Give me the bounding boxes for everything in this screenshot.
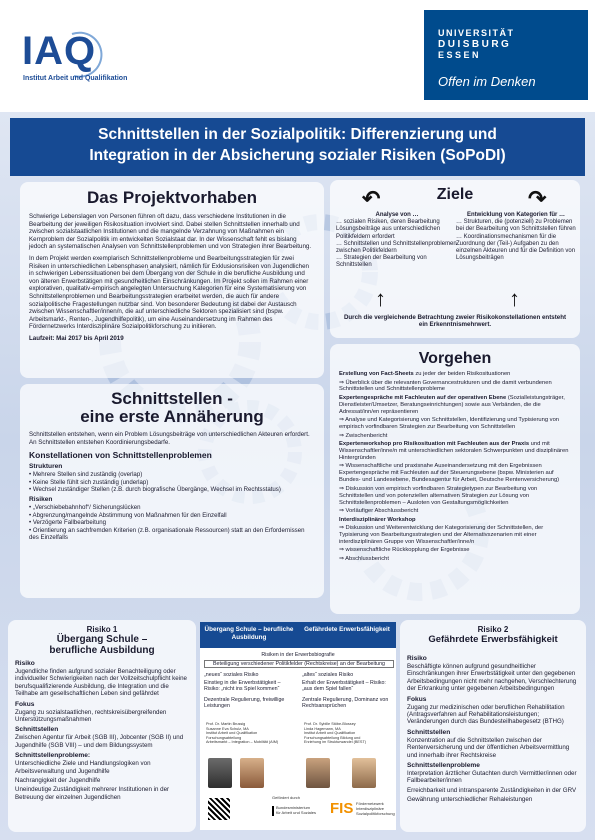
vorgehen-result: ⇒ Zwischenbericht <box>339 432 388 439</box>
arrow-up-right-icon: ↑ <box>509 286 520 311</box>
double-arrow-icon: ⇒ <box>339 485 346 492</box>
risiko2-fokus-text: Zugang zur medizinischen oder beruflichen Rehabilitation (Antragsverfahren auf Rehabilitationsleistungen; Veränderungen durch das Bundesteilhabegesetz (BTHG) <box>407 703 565 726</box>
risiko1-fokus-text: Zugang zu sozialstaatlichen, rechtskreisübergreifenden Unterstützungsmaßnahmen <box>15 708 167 724</box>
projekt-laufzeit: Laufzeit: Mai 2017 bis April 2019 <box>29 334 124 342</box>
fis-subtitle: Fördernetzwerk Interdisziplinäre Sozialpolitikforschung <box>356 801 395 816</box>
risiko2-schnitt-text: Konzentration auf die Schnittstellen zwischen der Rentenversicherung und der öffentlichen Arbeitsvermittlung und innerhalb ihrer Rechtskreise <box>407 736 570 759</box>
ziele-right-item: … Koordinationsmechanismen für die Zuordnung der (Teil-) Aufgaben zu den einzelnen Akteuren und für die Definition von Lösungsbeiträgen <box>456 233 576 262</box>
ziele-left-item: … sozialen Risiken, deren Bearbeitung Lösungsbeiträge aus unterschiedlichen Politikfeldern erfordert <box>336 219 441 240</box>
risiko1-heading1: Übergang Schule – <box>56 634 148 645</box>
risiko2-label: Risiko 2 <box>477 625 509 634</box>
strukturen-item: • Mehrere Stellen sind zuständig (overlap) <box>29 471 143 479</box>
header <box>0 0 595 112</box>
ziele-right <box>456 212 576 262</box>
risiko2-prob-item: Erreichbarkeit und intransparente Zuständigkeiten in der GRV <box>407 786 577 794</box>
ziele-heading: Ziele <box>436 186 474 203</box>
comparison-row1: Risiken in der Erwerbsbiografie <box>261 652 335 658</box>
projekt-heading: Das Projektvorhaben <box>86 188 258 207</box>
title-line1: Schnittstellen in der Sozialpolitik: Differenzierung und <box>98 126 497 143</box>
double-arrow-icon: ⇒ <box>339 463 346 470</box>
risiko1-prob-item: Nachrangigkeit der Jugendhilfe <box>15 777 101 785</box>
iaq-logo-text: IAQ <box>22 29 97 73</box>
comparison-header <box>200 622 396 648</box>
risiken-heading: Risiken <box>29 496 53 504</box>
vorgehen-heading: Vorgehen <box>418 350 492 367</box>
portrait-2 <box>240 758 264 788</box>
risiko2-schnitt-head: Schnittstellen <box>407 728 451 736</box>
risiko2-prob-head: Schnittstellenprobleme <box>407 762 480 770</box>
projekt-para2: In dem Projekt werden exemplarisch Schnittstellenprobleme und Bearbeitungsstrategien für zwei Risiken in unterschiedlichen Lebensphasen analysiert, nämlich für Exklusionsrisiken von Jugendlichen in schwierigen Lebenssituationen bei dem Übergang von der Schule in die berufliche Ausbildung und von älteren Erwerbstätigen mit gesundheitlichen Einschränkungen. Im Projekt sollen im Rahmen einer explorativen, qualitativ-empirisch angelegten Untersuchung Kategorien für eine Systematisierung von Schnittstellenproblemen und Bearbeitungsstrategien erarbeitet werden, die auch für andere sozialpolitische Fragestellungen nutzbar sind. Von besonderer Bedeutung ist dabei der Austausch zwischen Wissenschaftler/innen/n, die auf unterschiedliche Sektoren spezialisiert sind (bspw. Arbeitsmarkt-, Renten-, Jugendhilfepolitik), um eine Auseinandersetzung im Rahmen des Fördernetzwerks Interdisziplinäre Sozialpolitikforschung zu initiieren. <box>29 254 309 331</box>
comparison-row2: Beteiligung verschiedener Politikfelder (Rechtskreise) an der Bearbeitung <box>204 660 394 668</box>
risiken-item: • Verzögerte Fallbearbeitung <box>29 519 107 527</box>
vorgehen-result: ⇒ Vorläufiger Abschlussbericht <box>339 508 419 515</box>
double-arrow-icon: ⇒ <box>339 555 346 562</box>
prof2-credit: Prof. Dr. Sybille Stöbe-Blossey Linda Hagemann, MA Institut Arbeit und Qualifikation Forschungsabteilung Bildung und Erziehung im Strukturwandel (BEST) <box>304 722 367 745</box>
risiko1-prob-item: Uneindeutige Zuständigkeit mehrerer Institutionen in der Betreuung der einzelnen Jugendlichen <box>15 786 170 801</box>
strukturen-item: • Keine Stelle fühlt sich zuständig (underlap) <box>29 478 149 486</box>
comparison-a3: Dezentrale Regulierung, freiwillige Leistungen <box>204 697 285 710</box>
konst-heading: Konstellationen von Schnittstellenproblemen <box>29 450 212 461</box>
title-line2: Integration in der Absicherung sozialer Risiken (SoPoDI) <box>89 147 506 164</box>
ziele-left-item: … Schnittstellen und Schnittstellenproblemen zwischen Politikfeldern <box>336 240 457 255</box>
strukturen-item: • Wechsel zuständiger Stellen (z.B. durch biografische Übergänge, Wechsel im Rechtsstatus) <box>29 486 281 493</box>
comparison-b1: „altes“ soziales Risiko <box>302 672 354 678</box>
prof1-credit: Prof. Dr. Martin Brussig Susanne Eva Schulz, MA Institut Arbeit und Qualifikation Forschungsabteilung Arbeitsmarkt – Integration – Mobilität (AIM) <box>206 722 279 745</box>
risiko1-prob-head: Schnittstellenprobleme: <box>15 752 91 760</box>
double-arrow-icon: ⇒ <box>339 508 346 515</box>
gefoerdert-label: Gefördert durch <box>272 795 301 800</box>
vorgehen-step: Expertengespräche mit Fachleuten auf der operativen Ebene (Sozialleistungsträger, Dienstleister/Umsetzer, Beratungseinrichtungen) sowie aus Verbänden, die die Adressat/inn/en repräsentieren <box>339 394 565 415</box>
risiko2-risiko-text: Beschäftigte können aufgrund gesundheitlicher Einschränkungen ihrer Erwerbstätigkeit unter den gegebenen Arbeitsbedingungen nicht mehr nachgehen, Verschlechterung der Erkrankung unter gegebenen Arbeitsbedingungen <box>407 663 577 693</box>
qr-code-icon <box>208 798 230 820</box>
arrow-up-left-icon: ↑ <box>375 286 386 311</box>
ude-line1: UNIVERSITÄT <box>438 28 515 38</box>
curved-arrow-right-icon: ↷ <box>528 186 547 211</box>
risiko2-prob-item: Interpretation ärztlicher Gutachten durch Vermittler/innen oder Fallbearbeiter/innen <box>407 770 577 785</box>
vorgehen-panel <box>330 344 580 614</box>
vorgehen-result: ⇒ Überblick über die relevanten Governancestrukturen und die damit verbundenen Schnittstellen und Schnittstellenprobleme <box>339 379 552 393</box>
schnitt-heading2: eine erste Annäherung <box>80 407 264 426</box>
fis-logo: FIS <box>330 800 354 817</box>
ziele-right-item: … Strukturen, die (potenziell) zu Problemen bei der Bearbeitung von Schnittstellen führen <box>456 219 576 233</box>
vorgehen-list <box>339 371 571 563</box>
comparison-b2: Erhalt der Erwerbstätigkeit – Risiko: „aus dem Spiel fallen“ <box>302 680 386 693</box>
risiko1-heading2: berufliche Ausbildung <box>49 645 155 656</box>
risiken-item: • Orientierung an sachfremden Kriterien (z.B. organisationale Ressourcen) statt an den Erfordernissen des Einzelfalls <box>29 526 305 542</box>
double-arrow-icon: ⇒ <box>339 417 346 424</box>
ziele-left-item: … Strategien der Bearbeitung von Schnittstellen <box>336 255 427 269</box>
ziele-left <box>336 212 458 270</box>
risiken-item: • „Verschiebebahnhof“/ Sicherungslücken <box>29 504 141 512</box>
vorgehen-step: Interdisziplinärer Workshop <box>339 516 416 523</box>
risiko2-risiko-head: Risiko <box>407 655 427 662</box>
vorgehen-step: Erstellung von Fact-Sheets zu jeder der beiden Risikosituationen <box>339 371 511 377</box>
risiko1-schnitt-text: Zwischen Agentur für Arbeit (SGB III), Jobcenter (SGB II) und Jugendhilfe (SGB VIII) – und dem Bildungssystem <box>15 734 184 749</box>
risiko1-schnitt-head: Schnittstellen <box>15 726 59 734</box>
ziele-right-head: Entwicklung von Kategorien für … <box>466 212 565 218</box>
risiko1-panel <box>8 620 196 832</box>
risiken-item: • Abgrenzung/mangelnde Abstimmung von Maßnahmen für den Einzelfall <box>29 511 227 519</box>
risiko2-prob-item: Gewährung unterschiedlicher Rehaleistungen <box>407 796 533 804</box>
projekt-para1: Schwierige Lebenslagen von Personen führen oft dazu, dass verschiedene Institutionen in die Bearbeitung der jeweiligen Risikosituation involviert sind. Dabei stellen Schnittstellen innerhalb und zwischen sozialstaatlichen Institutionen und die mangelnde Verzahnung von Maßnahmen ein Kernproblem der Sozialpolitik im entwickelten Sozialstaat dar. In der Wissenschaft fehlt es bislang jedoch an systematischen Analysen von Schnittstellenproblemen und von Strategien ihrer Bearbeitung. <box>29 213 312 251</box>
comparison-a2: Einstieg in die Erwerbstätigkeit – Risiko: „nicht ins Spiel kommen“ <box>204 680 281 693</box>
risiko2-fokus-head: Fokus <box>407 695 427 703</box>
ziele-conclusion: Durch die vergleichende Betrachtung zweier Risikokonstellationen entsteht ein Erkenntnismehrwert. <box>343 314 567 329</box>
risiko2-heading: Gefährdete Erwerbsfähigkeit <box>428 634 558 645</box>
vorgehen-result: ⇒ Diskussion und Weiterentwicklung der Kategorisierung der Schnittstellen, der Typisierung von Bearbeitungsstrategien und der Alternativszenarien mit einer interdisziplinären Gruppe von Wissenschaftler/inne/n <box>339 525 544 545</box>
risiko1-prob-item: Unterschiedliche Ziele und Handlungslogiken von Arbeitsverwaltung und Jugendhilfe <box>15 760 151 775</box>
projekt-panel <box>20 182 324 378</box>
comparison-col2: Gefährdete Erwerbsfähigkeit <box>304 626 390 633</box>
comparison-b3: Zentrale Regulierung, Dominanz von Rechtsansprüchen <box>302 697 389 710</box>
risiko1-label: Risiko 1 <box>86 625 118 634</box>
comparison-col1: Übergang Schule – berufliche Ausbildung <box>204 626 294 641</box>
portrait-3 <box>306 758 330 788</box>
vorgehen-result: ⇒ Analyse und Kategorisierung von Schnittstellen, Identifizierung und Typisierung von empirisch vorfindbaren Strategien zur Bearbeitung von Schnittstellen <box>339 417 560 431</box>
curved-arrow-left-icon: ↶ <box>362 186 381 211</box>
double-arrow-icon: ⇒ <box>339 547 346 554</box>
comparison-table <box>200 622 396 830</box>
bmas-logo: Bundesministerium für Arbeit und Soziales <box>272 806 326 816</box>
ziele-left-head: Analyse von … <box>375 212 419 218</box>
ude-line2: DUISBURG <box>438 39 512 50</box>
risiko1-risiko-text: Jugendliche finden aufgrund sozialer Benachteiligung oder individueller Schwierigkeiten nach der Vollzeitschulpflicht keine berufsqualifizierende Ausbildung, die Integration und die Teilhabe am gesellschaftlichen Leben sind gefährdet <box>15 668 187 698</box>
risiko1-fokus-head: Fokus <box>15 700 35 708</box>
ude-logo <box>424 10 588 100</box>
ude-line3: ESSEN <box>438 50 482 60</box>
risiko1-risiko-head: Risiko <box>15 660 35 667</box>
vorgehen-result: ⇒ Abschlussbericht <box>339 555 389 562</box>
portrait-4 <box>352 758 376 788</box>
vorgehen-step: Expertenworkshop pro Risikosituation mit Fachleuten aus der Praxis und mit Wissenschaftler/inne/n mit unterschiedlichen sektoralen Schwerpunkten und disziplinären Hintergründen <box>339 441 569 461</box>
poster-title <box>10 118 585 176</box>
vorgehen-result: ⇒ wissenschaftliche Rückkopplung der Ergebnisse <box>339 547 470 554</box>
portrait-1 <box>208 758 232 788</box>
ude-slogan: Offen im Denken <box>438 74 536 89</box>
schnitt-heading1: Schnittstellen - <box>111 389 233 408</box>
schnitt-panel <box>20 384 324 598</box>
iaq-logo-subtitle: Institut Arbeit und Qualifikation <box>23 75 128 82</box>
schnitt-intro: Schnittstellen entstehen, wenn ein Problem Lösungsbeiträge von unterschiedlichen Akteuren erfordert. An Schnittstellen entstehen Koordinierungsbedarfe. <box>29 431 310 446</box>
vorgehen-result: ⇒ Diskussion von empirisch vorfindbaren Strategietypen zur Bearbeitung von Schnittstellen und von potenziellen alternativen Strategien zur Lösung von Schnittstellenproblemen – Ausloten von Gestaltungsmöglichkeiten <box>339 485 538 506</box>
vorgehen-result: ⇒ Wissenschaftliche und praxisnahe Auseinandersetzung mit den Ergebnissen Expertengespräche mit Fachleuten auf der Steuerungsebene (bspw. Ministerien auf Bundes- und Landesebene, Bundesagentur für Arbeit, Deutsche Rentenversicherung) <box>339 463 560 484</box>
double-arrow-icon: ⇒ <box>339 525 346 532</box>
double-arrow-icon: ⇒ <box>339 379 346 386</box>
double-arrow-icon: ⇒ <box>339 432 346 439</box>
risiko2-panel <box>400 620 586 832</box>
comparison-a1: „neues“ soziales Risiko <box>204 672 259 678</box>
strukturen-heading: Strukturen <box>29 463 63 471</box>
